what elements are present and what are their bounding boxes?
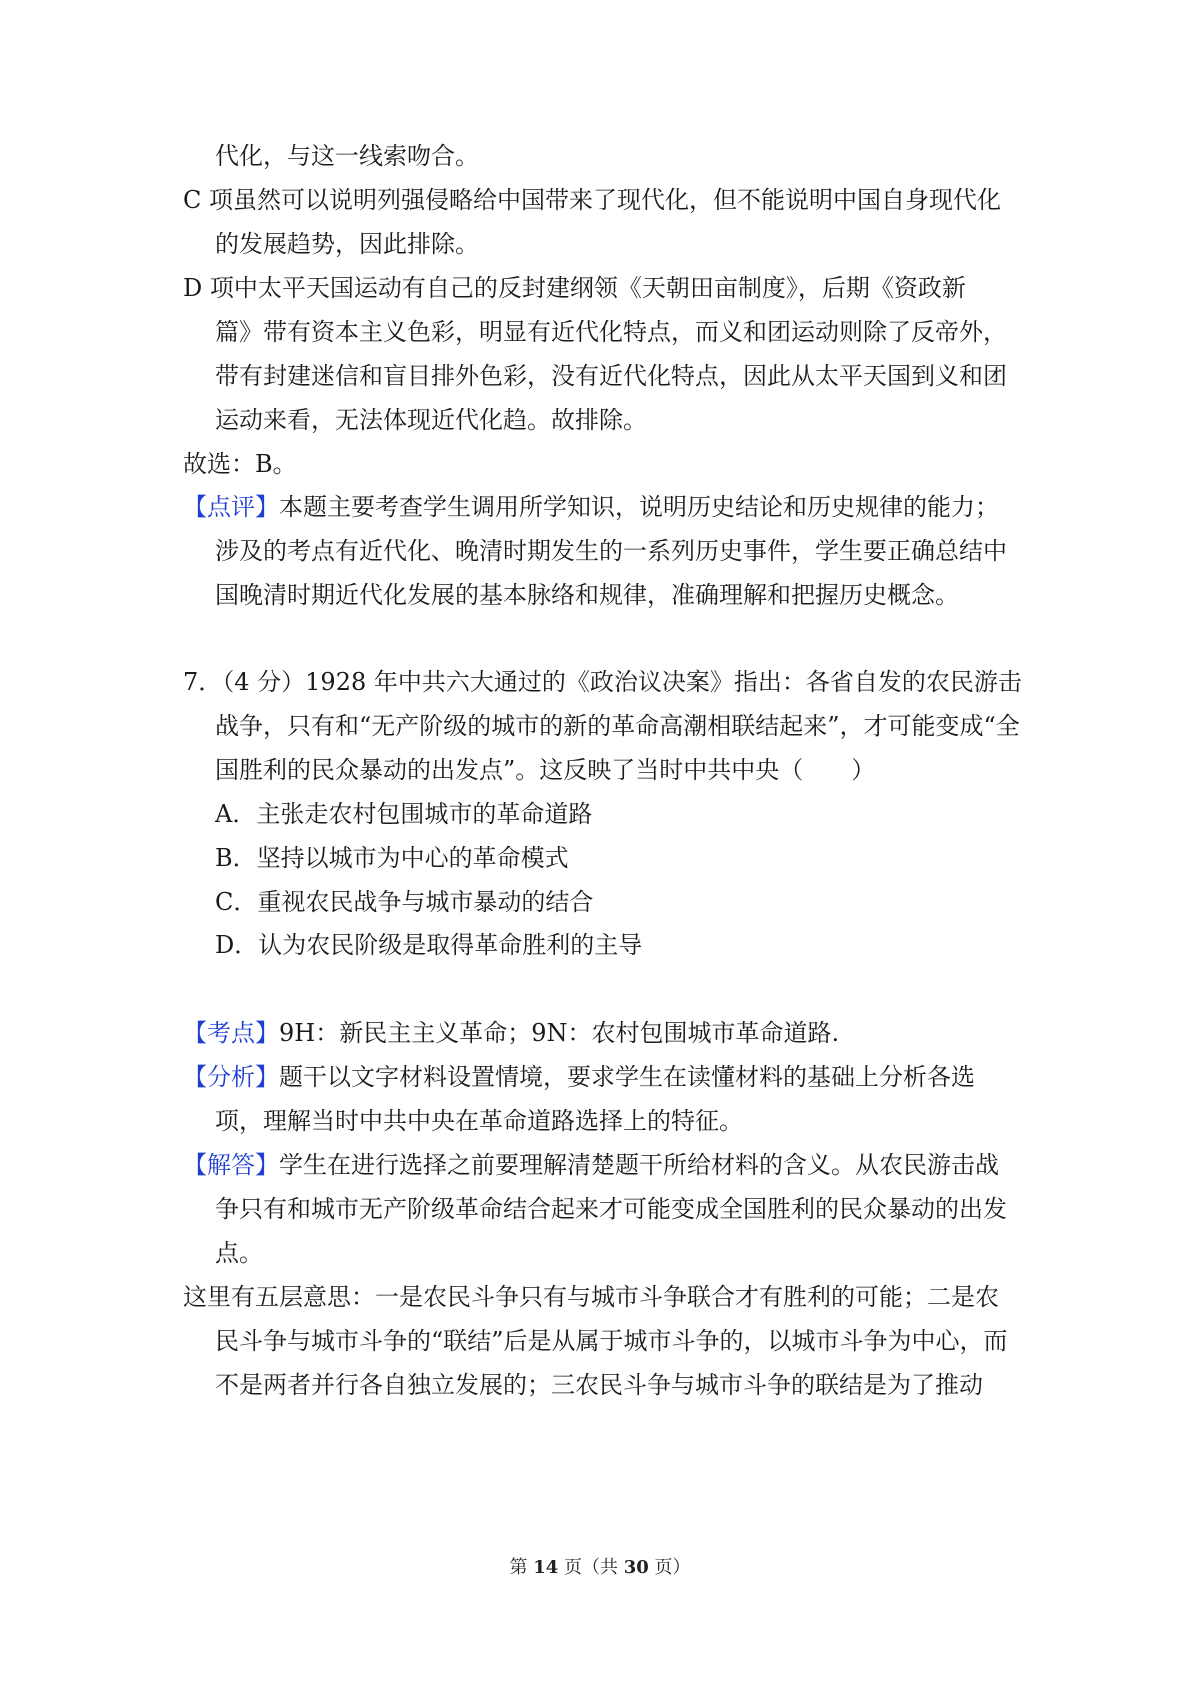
fenxi-line-1 [183, 1061, 975, 1093]
page-footer [0, 1556, 1200, 1580]
review-tag: 【点评】 [183, 493, 279, 521]
footer-page-number: 14 [533, 1557, 559, 1578]
jieda-line-2: 争只有和城市无产阶级革命结合起来才可能变成全国胜利的民众暴动的出发 [215, 1195, 1007, 1223]
footer-middle: 页（共 [564, 1557, 618, 1578]
meaning-line-3: 不是两者并行各自独立发展的；三农民斗争与城市斗争的联结是为了推动 [215, 1371, 983, 1399]
footer-total-pages: 30 [623, 1557, 649, 1578]
fenxi-text-1: 题干以文字材料设置情境，要求学生在读懂材料的基础上分析各选 [279, 1063, 975, 1091]
para-d-line-1: D 项中太平天国运动有自己的反封建纲领《天朝田亩制度》，后期《资政新 [183, 274, 966, 302]
meaning-line-1: 这里有五层意思：一是农民斗争只有与城市斗争联合才有胜利的可能；二是农 [183, 1283, 999, 1311]
fenxi-tag: 【分析】 [183, 1063, 279, 1091]
option-b: B．坚持以城市为中心的革命模式 [215, 844, 569, 872]
review-text-1: 本题主要考查学生调用所学知识，说明历史结论和历史规律的能力； [279, 493, 999, 521]
fenxi-line-2: 项，理解当时中共中央在革命道路选择上的特征。 [215, 1107, 743, 1135]
question-7-line-3: 国胜利的民众暴动的出发点”。这反映了当时中共中央（ ） [215, 756, 876, 784]
question-7-line-1: 7．（4 分）1928 年中共六大通过的《政治议决案》指出：各省自发的农民游击 [183, 668, 1022, 696]
review-line-1 [183, 491, 999, 523]
option-c: C．重视农民战争与城市暴动的结合 [215, 888, 594, 916]
meaning-line-2: 民斗争与城市斗争的“联结”后是从属于城市斗争的，以城市斗争为中心，而 [215, 1327, 1008, 1355]
jieda-line-1 [183, 1149, 999, 1181]
kaodian-line [183, 1017, 839, 1049]
question-7-line-2: 战争，只有和“无产阶级的城市的新的革命高潮相联结起来”，才可能变成“全 [215, 712, 1020, 740]
jieda-line-3: 点。 [215, 1239, 263, 1267]
para-d-line-2: 篇》带有资本主义色彩，明显有近代化特点，而义和团运动则除了反帝外， [215, 318, 1007, 346]
option-d: D．认为农民阶级是取得革命胜利的主导 [215, 931, 643, 959]
review-line-3: 国晚清时期近代化发展的基本脉络和规律，准确理解和把握历史概念。 [215, 581, 959, 609]
answer-line: 故选：B。 [183, 450, 297, 478]
footer-suffix: 页） [654, 1557, 691, 1578]
option-a: A．主张走农村包围城市的革命道路 [215, 800, 593, 828]
kaodian-tag: 【考点】 [183, 1019, 279, 1047]
para-c-line-1: C 项虽然可以说明列强侵略给中国带来了现代化，但不能说明中国自身现代化 [183, 186, 1001, 214]
para-d-line-3: 带有封建迷信和盲目排外色彩，没有近代化特点，因此从太平天国到义和团 [215, 362, 1007, 390]
para-c-line-2: 的发展趋势，因此排除。 [215, 230, 479, 258]
kaodian-text: 9H：新民主主义革命；9N：农村包围城市革命道路. [279, 1019, 840, 1047]
footer-prefix: 第 [509, 1557, 528, 1578]
para-c-prev-line: 代化，与这一线索吻合。 [215, 142, 479, 170]
review-line-2: 涉及的考点有近代化、晚清时期发生的一系列历史事件，学生要正确总结中 [215, 537, 1007, 565]
para-d-line-4: 运动来看，无法体现近代化趋。故排除。 [215, 406, 647, 434]
jieda-text-1: 学生在进行选择之前要理解清楚题干所给材料的含义。从农民游击战 [279, 1151, 999, 1179]
jieda-tag: 【解答】 [183, 1151, 279, 1179]
